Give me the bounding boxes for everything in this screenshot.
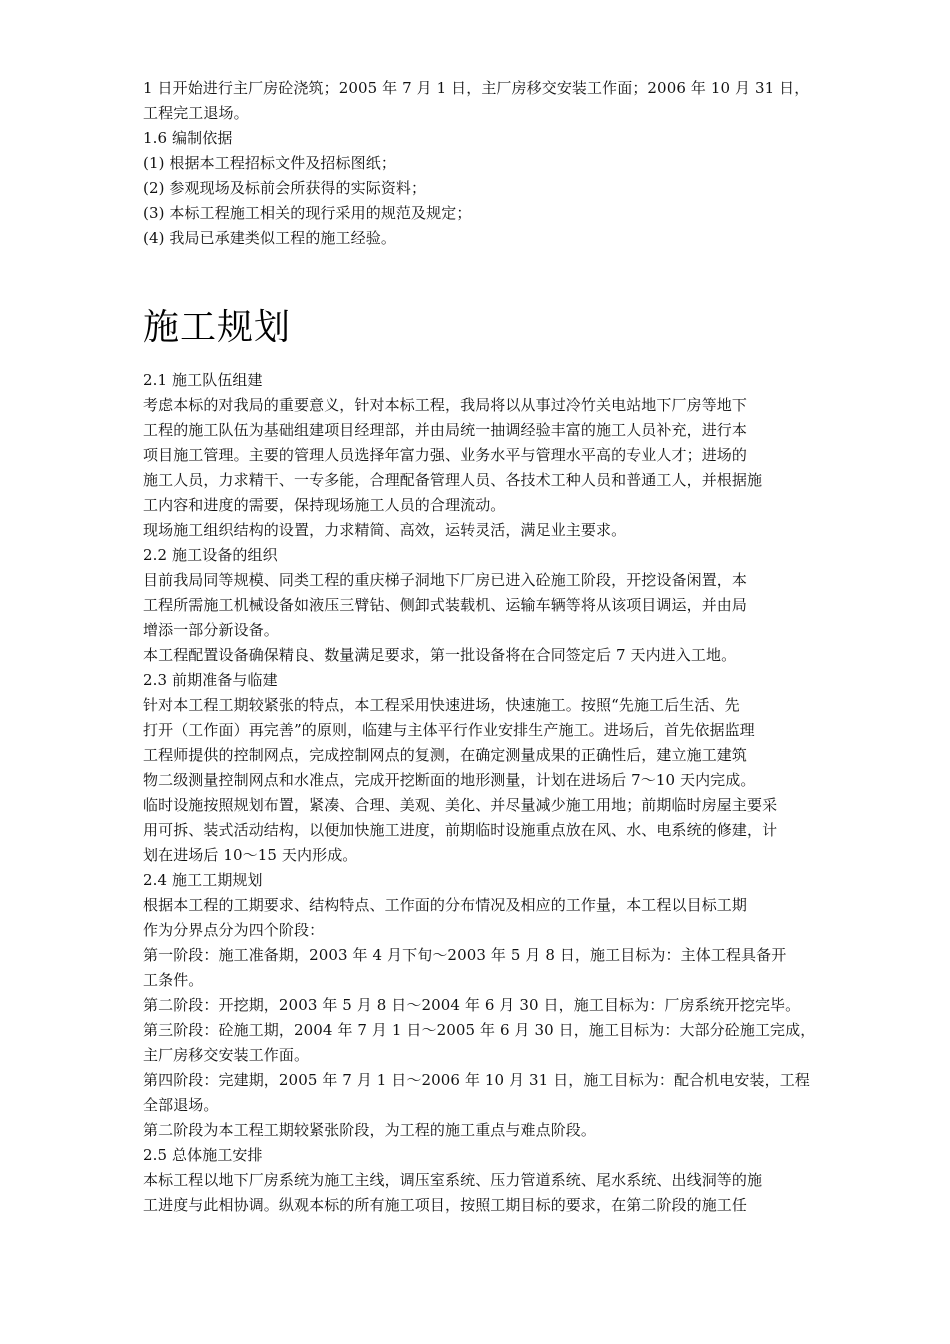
text-line: 1 日开始进行主厂房砼浇筑；2005 年 7 月 1 日，主厂房移交安装工作面；2006 年 10 月 31 日， (143, 79, 810, 97)
text-line: 工内容和进度的需要，保持现场施工人员的合理流动。 (143, 496, 506, 514)
text-line: 现场施工组织结构的设置，力求精简、高效，运转灵活，满足业主要求。 (143, 521, 627, 539)
text-line: 物二级测量控制网点和水准点，完成开挖断面的地形测量，计划在进场后 7～10 天内完成。 (143, 771, 756, 789)
text-line: 目前我局同等规模、同类工程的重庆梯子洞地下厂房已进入砼施工阶段，开挖设备闲置，本 (143, 571, 748, 589)
list-item: (4) 我局已承建类似工程的施工经验。 (143, 229, 396, 247)
text-line: 工进度与此相协调。纵观本标的所有施工项目，按照工期目标的要求，在第二阶段的施工任 (143, 1196, 748, 1214)
text-line: 工条件。 (143, 971, 204, 989)
text-line: 针对本工程工期较紧张的特点，本工程采用快速进场，快速施工。按照“先施工后生活、先 (143, 696, 740, 714)
text-line: 工程师提供的控制网点，完成控制网点的复测，在确定测量成果的正确性后，建立施工建筑 (143, 746, 748, 764)
text-line: 本标工程以地下厂房系统为施工主线，调压室系统、压力管道系统、尾水系统、出线洞等的施 (143, 1171, 763, 1189)
list-item: (3) 本标工程施工相关的现行采用的规范及规定； (143, 204, 472, 222)
text-line: 施工人员，力求精干、一专多能，合理配备管理人员、各技术工种人员和普通工人，并根据施 (143, 471, 763, 489)
text-line: 第四阶段：完建期，2005 年 7 月 1 日～2006 年 10 月 31 日，施工目标为：配合机电安装，工程 (143, 1071, 810, 1089)
list-item: (2) 参观现场及标前会所获得的实际资料； (143, 179, 427, 197)
text-line: 工程所需施工机械设备如液压三臂钻、侧卸式装载机、运输车辆等将从该项目调运，并由局 (143, 596, 748, 614)
text-line: 根据本工程的工期要求、结构特点、工作面的分布情况及相应的工作量，本工程以目标工期 (143, 896, 748, 914)
text-line: 主厂房移交安装工作面。 (143, 1046, 310, 1064)
text-line: 第二阶段：开挖期，2003 年 5 月 8 日～2004 年 6 月 30 日，施工目标为：厂房系统开挖完毕。 (143, 996, 801, 1014)
document-page (143, 76, 815, 1218)
text-line: 全部退场。 (143, 1096, 219, 1114)
section-heading: 2.4 施工工期规划 (143, 871, 263, 889)
text-line: 工程完工退场。 (143, 104, 249, 122)
text-line: 作为分界点分为四个阶段： (143, 921, 325, 939)
chapter-title: 施工规划 (143, 307, 292, 348)
text-line: 打开（工作面）再完善”的原则，临建与主体平行作业安排生产施工。进场后，首先依据监理 (143, 721, 755, 739)
text-line: 划在进场后 10～15 天内形成。 (143, 846, 358, 864)
text-line: 考虑本标的对我局的重要意义，针对本标工程，我局将以从事过冷竹关电站地下厂房等地下 (143, 396, 748, 414)
text-line: 增添一部分新设备。 (143, 621, 279, 639)
text-line: 第二阶段为本工程工期较紧张阶段，为工程的施工重点与难点阶段。 (143, 1121, 597, 1139)
list-item: (1) 根据本工程招标文件及招标图纸； (143, 154, 396, 172)
text-line: 第一阶段：施工准备期，2003 年 4 月下旬～2003 年 5 月 8 日，施工目标为：主体工程具备开 (143, 946, 787, 964)
section-heading: 1.6 编制依据 (143, 129, 233, 147)
intro-section (143, 76, 815, 251)
text-line: 本工程配置设备确保精良、数量满足要求，第一批设备将在合同签定后 7 天内进入工地。 (143, 646, 737, 664)
text-line: 临时设施按照规划布置，紧凑、合理、美观、美化、并尽量减少施工用地；前期临时房屋主要采 (143, 796, 778, 814)
text-line: 工程的施工队伍为基础组建项目经理部，并由局统一抽调经验丰富的施工人员补充，进行本 (143, 421, 748, 439)
body-section (143, 368, 815, 1218)
section-heading: 2.2 施工设备的组织 (143, 546, 278, 564)
text-line: 项目施工管理。主要的管理人员选择年富力强、业务水平与管理水平高的专业人才；进场的 (143, 446, 748, 464)
section-heading: 2.3 前期准备与临建 (143, 671, 278, 689)
text-line: 用可拆、装式活动结构，以便加快施工进度，前期临时设施重点放在风、水、电系统的修建，计 (143, 821, 778, 839)
section-heading: 2.1 施工队伍组建 (143, 371, 263, 389)
text-line: 第三阶段：砼施工期，2004 年 7 月 1 日～2005 年 6 月 30 日，施工目标为：大部分砼施工完成， (143, 1021, 816, 1039)
section-heading: 2.5 总体施工安排 (143, 1146, 263, 1164)
